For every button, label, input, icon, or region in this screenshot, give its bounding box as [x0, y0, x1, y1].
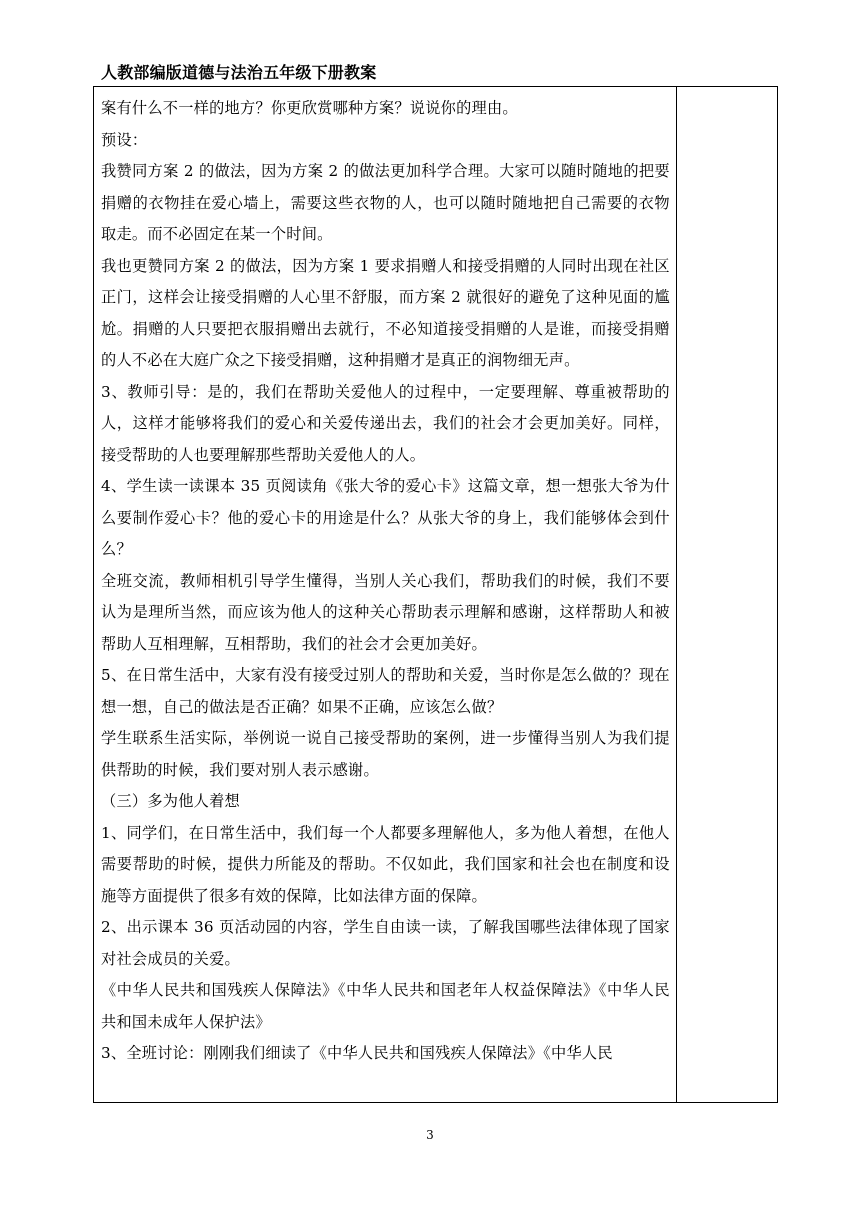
paragraph: 学生联系生活实际，举例说一说自己接受帮助的案例，进一步懂得当别人为我们提供帮助的时候，我们要对别人表示感谢。: [101, 729, 670, 779]
paragraph: 案有什么不一样的地方？你更欣赏哪种方案？说说你的理由。: [101, 99, 518, 117]
page-number: 3: [426, 1128, 434, 1142]
paragraph: 我赞同方案 2 的做法，因为方案 2 的做法更加科学合理。大家可以随时随地的把要捐赠的衣物挂在爱心墙上，需要这些衣物的人，也可以随时随地把自己需要的衣物取走。而不必固定在某一个时间。: [101, 162, 670, 243]
table-row: [94, 87, 778, 1103]
lesson-content: [94, 87, 676, 1070]
paragraph: 4、学生读一读课本 35 页阅读角《张大爷的爱心卡》这篇文章，想一想张大爷为什么要制作爱心卡？他的爱心卡的用途是什么？从张大爷的身上，我们能够体会到什么？: [101, 477, 670, 558]
paragraph: 预设：: [101, 130, 148, 149]
document-header: 人教部编版道德与法治五年级下册教案: [101, 63, 377, 82]
paragraph: 3、教师引导：是的，我们在帮助关爱他人的过程中，一定要理解、尊重被帮助的人，这样才能够将我们的爱心和关爱传递出去，我们的社会才会更加美好。同样，接受帮助的人也要理解那些帮助关爱他人的人。: [101, 382, 670, 464]
paragraph: 1、同学们，在日常生活中，我们每一个人都要多理解他人，多为他人着想，在他人需要帮助的时候，提供力所能及的帮助。不仅如此，我们国家和社会也在制度和设施等方面提供了很多有效的保障，比如法律方面的保障。: [101, 823, 670, 905]
paragraph: 5、在日常生活中，大家有没有接受过别人的帮助和关爱，当时你是怎么做的？现在想一想，自己的做法是否正确？如果不正确，应该怎么做？: [101, 666, 670, 716]
lesson-content-cell: [94, 87, 677, 1103]
paragraph: 3、全班讨论：刚刚我们细读了《中华人民共和国残疾人保障法》《中华人民: [101, 1044, 613, 1062]
section-heading: （三）多为他人着想: [101, 792, 240, 810]
lesson-plan-table: [93, 86, 778, 1103]
paragraph: 全班交流，教师相机引导学生懂得，当别人关心我们，帮助我们的时候，我们不要认为是理所当然，而应该为他人的这种关心帮助表示理解和感谢，这样帮助人和被帮助人互相理解，互相帮助，我们的社会才会更加美好。: [101, 571, 670, 653]
paragraph: 2、出示课本 36 页活动园的内容，学生自由读一读，了解我国哪些法律体现了国家对社会成员的关爱。: [101, 918, 670, 968]
paragraph: 我也更赞同方案 2 的做法，因为方案 1 要求捐赠人和接受捐赠的人同时出现在社区正门，这样会让接受捐赠的人心里不舒服，而方案 2 就很好的避免了这种见面的尴尬。捐赠的人只要把衣服捐赠出去就行，不必知道接受捐赠的人是谁，而接受捐赠的人不必在大庭广众之下接受捐赠，这种捐赠才是真正的润物细无声。: [101, 256, 670, 369]
paragraph: 《中华人民共和国残疾人保障法》《中华人民共和国老年人权益保障法》《中华人民共和国未成年人保护法》: [101, 981, 670, 1031]
notes-cell: [676, 87, 777, 1103]
